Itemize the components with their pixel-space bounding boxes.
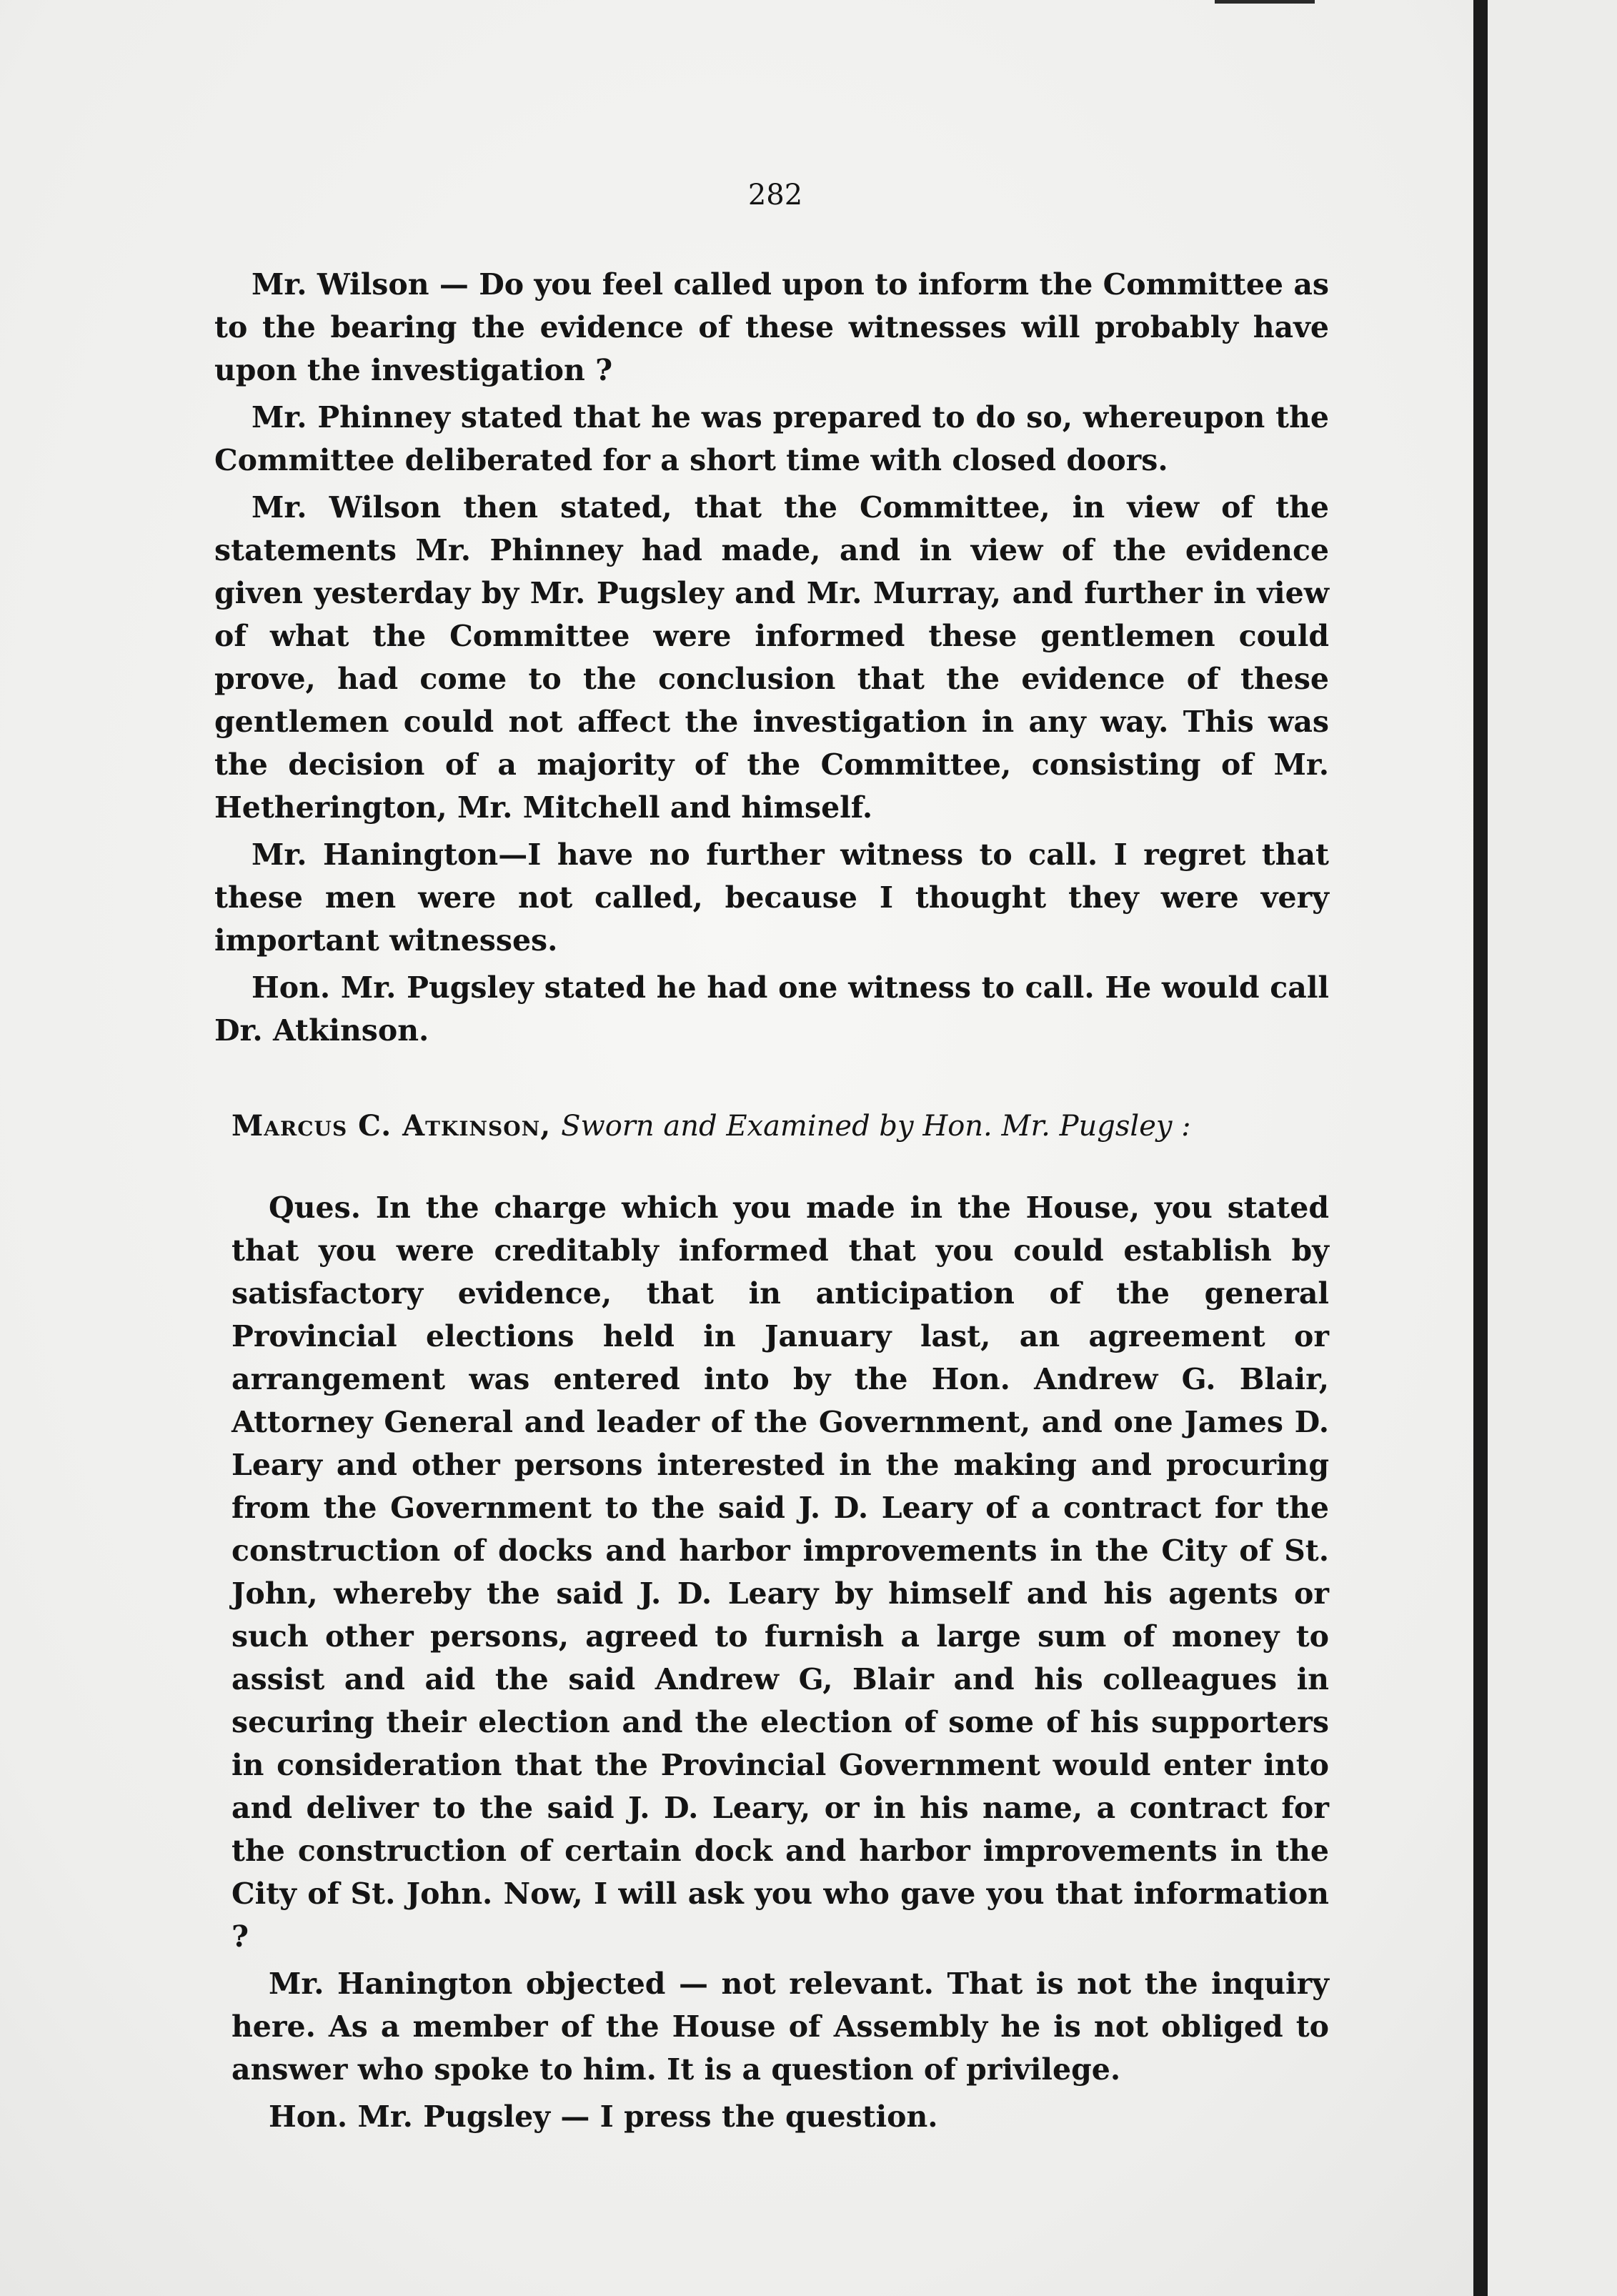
paragraph-wilson-question: Mr. Wilson — Do you feel called upon to inform the Committee as to the bearing the evidence of these witnesses will probably have upon the investigation ? <box>214 267 1329 387</box>
page-number: 282 <box>747 179 803 212</box>
paragraph-committee-decision: Mr. Wilson then stated, that the Committee, in view of the statements Mr. Phinney had made, and in view of the evidence given yesterday by Mr. Pugsley and Mr. Murray, and further in view of what the Committee were informed these gentlemen could prove, had come to the conclusion that the evidence of these gentlemen could not affect the investigation in any way. This was the decision of a majority of the Committee, consisting of Mr. Hetherington, Mr. Mitchell and himself. <box>214 490 1329 825</box>
examination-block <box>232 1186 1329 2138</box>
binding-edge <box>1473 0 1488 2296</box>
paragraph-question: Ques. In the charge which you made in the House, you stated that you were creditably informed that you could establish by satisfactory evidence, that in anticipation of the general Provincial elections held in January last, an agreement or arrangement was entered into by the Hon. Andrew G. Blair, Attorney General and leader of the Government, and one James D. Leary and other persons interested in the making and procuring from the Government to the said J. D. Leary of a contract for the construction of docks and harbor improvements in the City of St. John, whereby the said J. D. Leary by himself and his agents or such other persons, agreed to furnish a large sum of money to assist and aid the said Andrew G, Blair and his colleagues in securing their election and the election of some of his supporters in consideration that the Provincial Government would enter into and deliver to the said J. D. Leary, or in his name, a contract for the construction of certain dock and harbor improvements in the City of St. John. Now, I will ask you who gave you that information ? <box>232 1191 1329 1954</box>
binding-gap <box>1488 0 1617 2296</box>
paragraph-hanington-objection: Mr. Hanington objected — not relevant. That is not the inquiry here. As a member of the House of Assembly he is not obliged to answer who spoke to him. It is a question of privilege. <box>232 1967 1329 2087</box>
witness-heading <box>232 1105 1329 1148</box>
witness-name: Marcus C. Atkinson, <box>232 1109 552 1143</box>
scan-top-mark <box>1215 0 1315 4</box>
paragraph-phinney-reply: Mr. Phinney stated that he was prepared to do so, whereupon the Committee deliberated for a short time with closed doors. <box>214 400 1329 477</box>
paragraph-hanington-statement: Mr. Hanington—I have no further witness to call. I regret that these men were not called, because I thought they were very important witnesses. <box>214 838 1329 958</box>
witness-role: Sworn and Examined by Hon. Mr. Pugsley : <box>561 1110 1191 1143</box>
paragraph-pugsley-press: Hon. Mr. Pugsley — I press the question. <box>269 2099 938 2134</box>
paragraph-pugsley-witness: Hon. Mr. Pugsley stated he had one witness to call. He would call Dr. Atkinson. <box>214 970 1329 1048</box>
document-page <box>214 179 1329 2142</box>
